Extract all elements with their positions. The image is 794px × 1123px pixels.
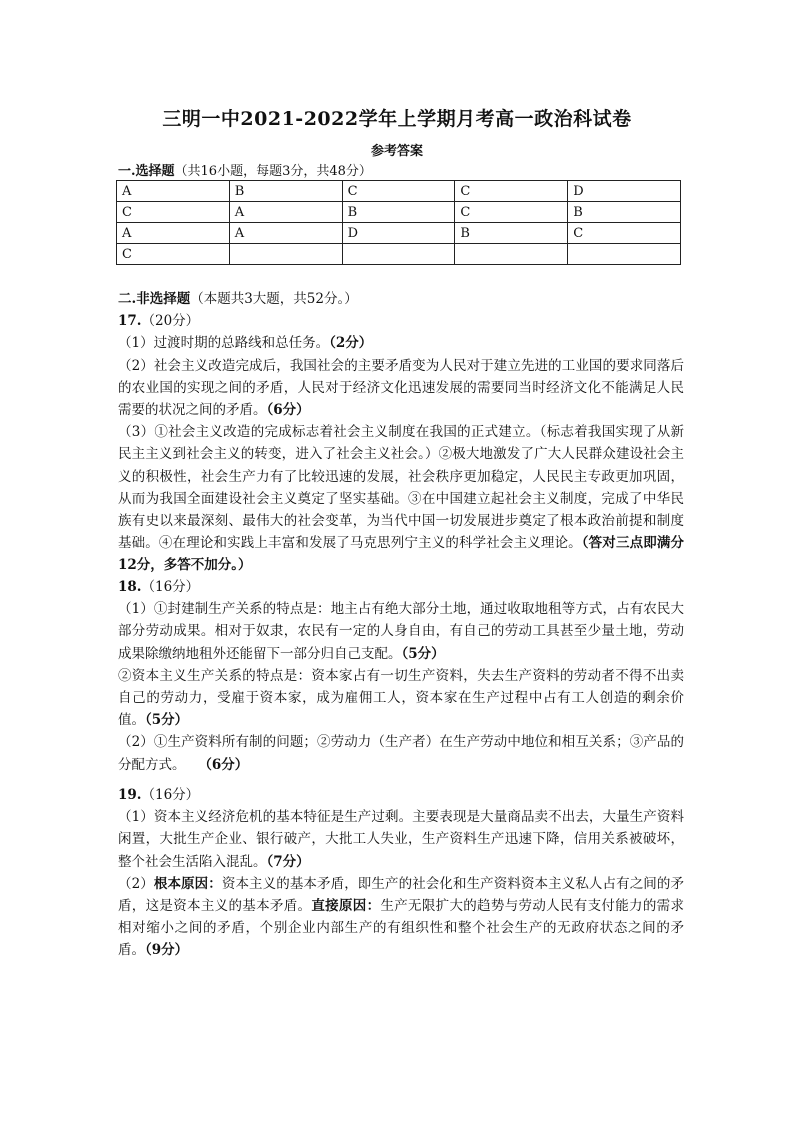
q19-number: 19. — [118, 787, 142, 803]
answer-cell — [568, 244, 681, 265]
q17-part1-score: （2分） — [329, 335, 373, 352]
question-19 — [118, 784, 684, 962]
q19-root-cause-label: 根本原因： — [153, 875, 222, 892]
q18-score: （16分） — [141, 579, 200, 595]
question-18 — [118, 576, 684, 776]
section-2-heading — [118, 288, 684, 310]
page-subtitle: 参考答案 — [370, 144, 423, 159]
q19-score: （16分） — [141, 787, 200, 803]
q18-heading — [118, 576, 684, 598]
q18-part1 — [118, 598, 684, 665]
answer-cell: B — [229, 181, 342, 202]
q17-part3 — [118, 421, 684, 576]
q18-part1b — [118, 665, 684, 732]
q19-part2-score: （9分） — [145, 942, 189, 959]
q19-heading — [118, 784, 684, 806]
q17-part2-text: （2）社会主义改造完成后，我国社会的主要矛盾变为人民对于建立先进的工业国的要求同落后的农业国的实现之间的矛盾，人民对于经济文化迅速发展的需要同当时经济文化不能满足人民需要的状况之间的矛盾。 — [118, 357, 684, 419]
answer-cell: B — [342, 202, 455, 223]
section-2 — [118, 288, 684, 577]
q19-direct-cause-label: 直接原因： — [311, 898, 381, 915]
answer-cell: C — [342, 181, 455, 202]
q18-part2 — [118, 731, 684, 775]
answer-cell: A — [229, 202, 342, 223]
q18-part2-score: （6分） — [198, 756, 249, 773]
q18-number: 18. — [118, 579, 142, 595]
q19-part2-prefix: （2） — [118, 875, 154, 892]
answer-cell: A — [117, 181, 230, 202]
section-1-heading — [118, 160, 372, 179]
section-1-label: 一.选择题 — [118, 164, 175, 179]
answer-cell: A — [229, 223, 342, 244]
q17-score: （20分） — [141, 313, 200, 330]
q18-part2-text: （2）①生产资料所有制的问题；②劳动力（生产者）在生产劳动中地位和相互关系；③产品的分配方式。 — [118, 734, 684, 773]
answer-cell: C — [568, 223, 681, 244]
q19-part1-text: （1）资本主义经济危机的基本特征是生产过剩。主要表现是大量商品卖不出去，大量生产资料闲置，大批生产企业、银行破产，大批工人失业，生产资料生产迅速下降，信用关系被破坏，整个社会生活陷入混乱。 — [118, 809, 684, 870]
answer-cell: B — [568, 202, 681, 223]
answer-cell: B — [455, 223, 568, 244]
answer-row — [117, 202, 681, 223]
answer-cell: C — [117, 202, 230, 223]
answer-cell — [342, 244, 455, 265]
page-title: 三明一中2021-2022学年上学期月考高一政治科试卷 — [162, 108, 632, 130]
answer-cell: C — [455, 202, 568, 223]
answer-cell: C — [455, 181, 568, 202]
answer-row — [117, 244, 681, 265]
answer-cell: D — [568, 181, 681, 202]
q19-part1-score: （7分） — [266, 853, 310, 870]
q17-part1 — [118, 332, 684, 354]
q18-part1b-score: （5分） — [145, 712, 189, 729]
section-1-note: （共16小题，每题3分，共48分） — [174, 164, 372, 179]
q19-part2 — [118, 873, 684, 962]
answer-table — [116, 180, 681, 265]
q17-part1-text: （1）过渡时期的总路线和总任务。 — [118, 335, 330, 352]
section-2-label: 二.非选择题 — [118, 291, 191, 307]
q17-part3-text: （3）①社会主义改造的完成标志着社会主义制度在我国的正式建立。（标志着我国实现了从新民主主义到社会主义的转变，进入了社会主义社会。）②极大地激发了广大人民群众建设社会主义的积极性，社会生产力有了比较迅速的发展，社会秩序更加稳定，人民民主专政更加巩固，从而为我国全面建设社会主义奠定了坚实基础。③在中国建立起社会主义制度，完成了中华民族有史以来最深刻、最伟大的社会变革，为当代中国一切发展进步奠定了根本政治前提和制度基础。④在理论和实践上丰富和发展了马克思列宁主义的科学社会主义理论。 — [118, 424, 684, 552]
q18-part1-text: （1）①封建制生产关系的特点是：地主占有绝大部分土地，通过收取地租等方式，占有农民大部分劳动成果。相对于奴隶，农民有一定的人身自由，有自己的劳动工具甚至少量土地，劳动成果除缴纳地租外还能留下一部分归自己支配。 — [118, 601, 684, 662]
answer-cell — [229, 244, 342, 265]
q17-part2 — [118, 355, 684, 422]
q17-part3-score: （答对三点即满分12分，多答不加分。） — [118, 535, 685, 574]
answer-cell — [455, 244, 568, 265]
q19-part1 — [118, 806, 684, 873]
section-2-note: （本题共3大题，共52分。） — [190, 291, 358, 307]
q17-part2-score: （6分） — [266, 402, 310, 419]
answer-cell: C — [117, 244, 230, 265]
q18-part1b-text: ②资本主义生产关系的特点是：资本家占有一切生产资料，失去生产资料的劳动者不得不出卖自己的劳动力，受雇于资本家，成为雇佣工人，资本家在生产过程中占有工人创造的剩余价值。 — [118, 667, 684, 729]
q17-heading — [118, 310, 684, 332]
answer-cell: D — [342, 223, 455, 244]
answer-row — [117, 223, 681, 244]
q18-part1-score: （5分） — [401, 645, 445, 662]
q19-root-cause-text: 资本主义的基本矛盾，即生产的社会化和生产资料资本主义私人占有之间的矛盾，这是资本主义的基本矛盾。 — [118, 875, 685, 915]
q19-direct-cause-text: 生产无限扩大的趋势与劳动人民有支付能力的需求相对缩小之间的矛盾，个别企业内部生产的有组织性和整个社会生产的无政府状态之间的矛盾。 — [118, 898, 684, 959]
q17-number: 17. — [118, 313, 142, 330]
answer-cell: A — [117, 223, 230, 244]
answer-row — [117, 181, 681, 202]
